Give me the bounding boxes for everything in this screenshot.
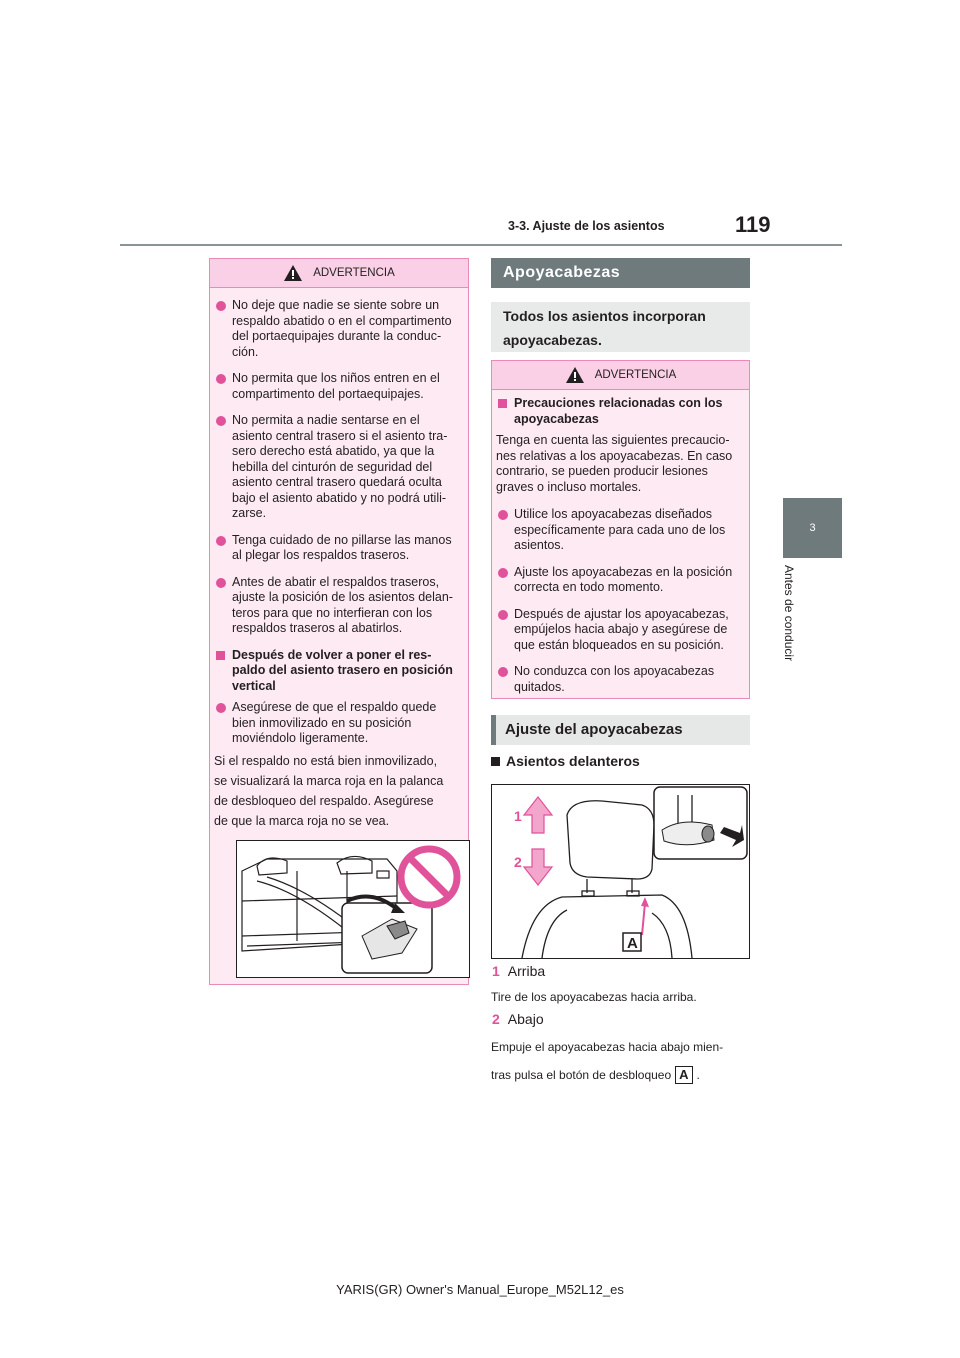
ajuste-banner: Ajuste del apoyacabezas <box>491 715 750 745</box>
step-2-desc-line1: Empuje el apoyacabezas hacia abajo mien- <box>491 1040 724 1054</box>
page-number: 119 <box>735 212 771 237</box>
right-warning-subheading: Precauciones relacionadas con los apoyacabezas <box>496 396 739 427</box>
left-warning-title: ADVERTENCIA <box>313 267 395 279</box>
left-warning-text-line: Si el respaldo no está bien inmovilizado, <box>214 753 438 768</box>
step-1-label: Arriba <box>507 963 546 979</box>
front-seats-text: Asientos delanteros <box>506 753 640 769</box>
step-2-desc-end: . <box>696 1068 700 1082</box>
left-warning-subheading: Después de volver a poner el res-paldo del asiento trasero en posición vertical <box>214 648 458 695</box>
square-bullet-icon <box>491 757 500 766</box>
left-warning-bullet: Asegúrese de que el respaldo quede bien inmovilizado en su posición moviéndolo ligeramente. <box>214 700 458 747</box>
apoyacabezas-banner: Apoyacabezas <box>491 258 750 288</box>
rear-seat-drawing <box>237 841 469 977</box>
chapter-label <box>778 565 802 695</box>
chapter-label-text: Antes de conducir <box>782 565 796 662</box>
left-warning-text-line: de desbloqueo del respaldo. Asegúrese <box>214 793 434 808</box>
warning-triangle-icon <box>565 366 585 384</box>
left-warning-bullet: Tenga cuidado de no pillarse las manos al plegar los respaldos traseros. <box>214 533 458 564</box>
right-warning-bullet: Después de ajustar los apoyacabezas, empújelos hacia abajo y asegúrese de que están bloqueados en su posición. <box>496 607 739 654</box>
left-warning-bullet: No permita a nadie sentarse en el asiento central trasero si el asiento tra-sero derecho está abatido, ya que la hebilla del cinturón de seguridad del asiento central trasero quedará oculta bajo el asiento abatido y no podrá utili-zarse. <box>214 413 458 522</box>
right-warning-header <box>492 361 749 390</box>
step-2-label: Abajo <box>507 1011 544 1027</box>
headrest-drawing <box>492 785 749 958</box>
right-warning-title: ADVERTENCIA <box>594 369 677 381</box>
intro-line: apoyacabezas. <box>503 332 602 348</box>
chapter-tab: 3 <box>783 498 842 558</box>
rear-seat-illustration <box>236 840 470 978</box>
step-2-number: 2 <box>492 1011 500 1027</box>
step-1 <box>492 963 545 979</box>
figure-label-2: 2 <box>514 854 522 870</box>
step-1-number: 1 <box>492 963 500 979</box>
section-title: 3-3. Ajuste de los asientos <box>508 219 665 233</box>
front-seats-heading <box>491 753 640 769</box>
warning-triangle-icon <box>283 264 303 282</box>
intro-box <box>491 302 750 352</box>
step-1-desc: Tire de los apoyacabezas hacia arriba. <box>491 990 697 1004</box>
right-warning-bullet: Ajuste los apoyacabezas en la posición correcta en todo momento. <box>496 565 739 596</box>
left-warning-bullet: No deje que nadie se siente sobre un respaldo abatido o en el compartimento del portaequipajes durante la conduc-ción. <box>214 298 458 360</box>
step-2-desc-line2 <box>491 1066 700 1084</box>
left-warning-box <box>209 258 469 985</box>
step-2-desc-text: tras pulsa el botón de desbloqueo <box>491 1068 672 1082</box>
left-warning-bullet: No permita que los niños entren en el compartimento del portaequipajes. <box>214 371 458 402</box>
figure-label-1: 1 <box>514 808 522 824</box>
headrest-illustration <box>491 784 750 959</box>
right-warning-box <box>491 360 750 699</box>
footer: YARIS(GR) Owner's Manual_Europe_M52L12_es <box>336 1282 624 1297</box>
left-warning-header <box>210 259 468 288</box>
left-warning-text-line: se visualizará la marca roja en la palanca <box>214 773 444 788</box>
left-warning-bullet: Antes de abatir el respaldos traseros, ajuste la posición de los asientos delan-teros para que no interfieran con los respaldos traseros al abatirlos. <box>214 575 458 637</box>
header-divider <box>120 244 842 246</box>
right-warning-bullet: No conduzca con los apoyacabezas quitados. <box>496 664 739 695</box>
intro-line: Todos los asientos incorporan <box>503 308 706 324</box>
left-warning-text-line: de que la marca roja no se vea. <box>214 813 390 828</box>
right-warning-bullet: Utilice los apoyacabezas diseñados específicamente para cada uno de los asientos. <box>496 507 739 554</box>
release-button-badge: A <box>675 1066 692 1084</box>
step-2 <box>492 1011 544 1027</box>
figure-label-a: A <box>627 935 638 952</box>
right-warning-text: Tenga en cuenta las siguientes precaucio-nes relativas a los apoyacabezas. En caso contrario, se pueden producir lesiones graves o incluso mortales. <box>496 433 733 494</box>
